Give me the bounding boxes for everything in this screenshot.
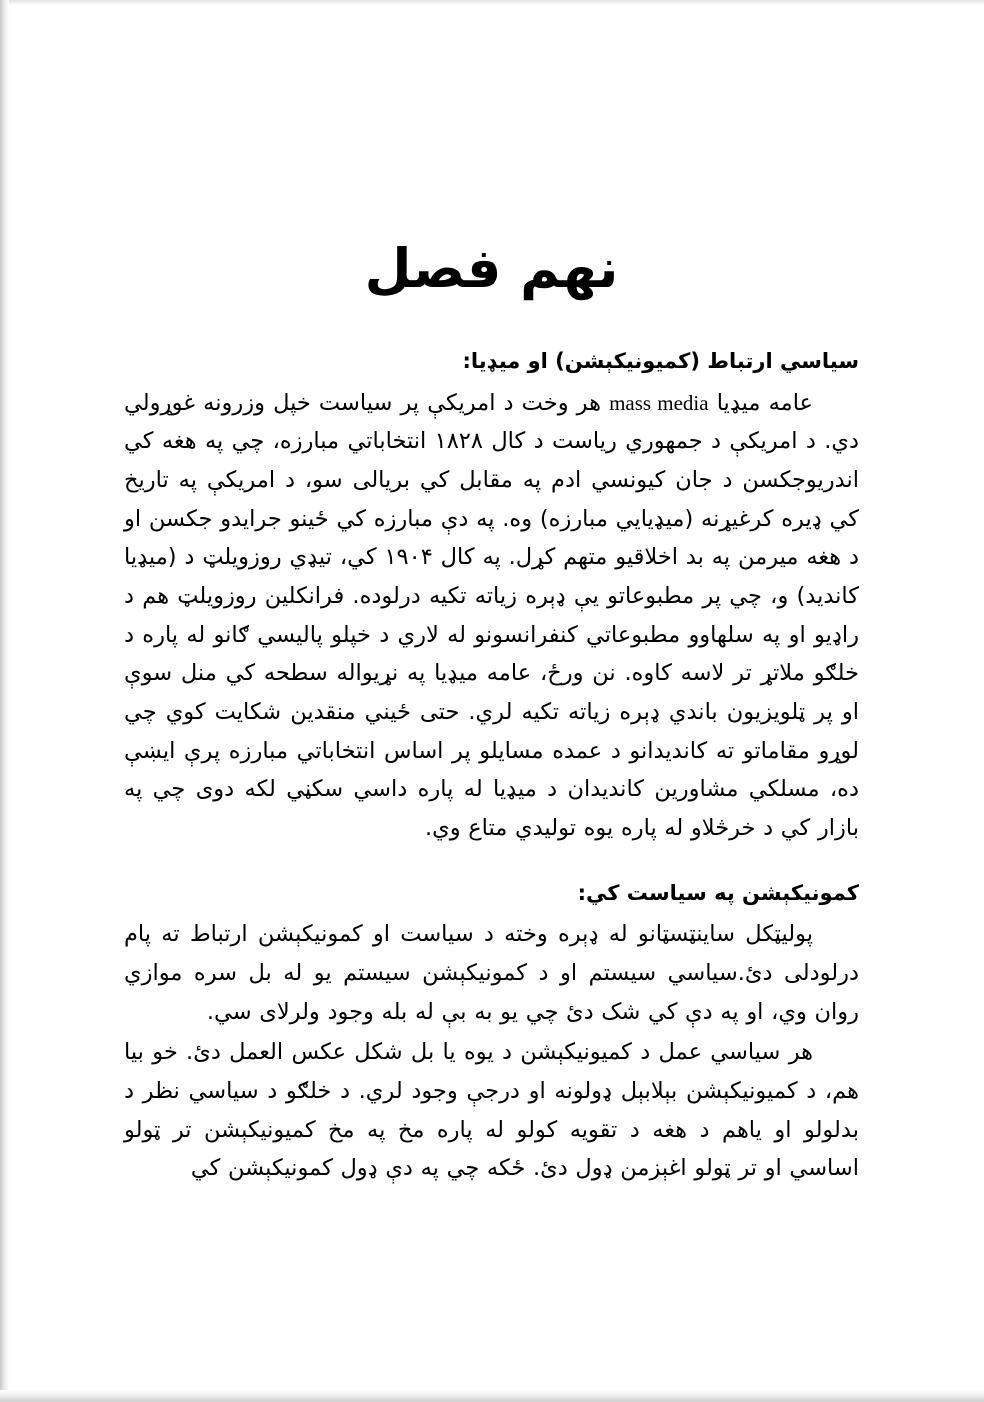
- paragraph-communication-politics-2: هر سیاسي عمل د کمیونیکېشن د یوه یا بل شکل عکس العمل دئ. خو بیا هم، د کمیونیکېشن بېلابېل ډولونه او درجې وجود لري. د خلګو د سیاسي نظر د بدلولو او یاهم د هغه د تقویه کولو له پاره مخ په مخ کمیونیکېشن تر ټولو اساسي او تر ټولو اغېزمن ډول دئ. ځکه چي په دې ډول کمونیکېشن کي: [124, 1039, 859, 1182]
- paragraph-communication-politics-1: پولیټکل ساینټسټانو له ډېره وخته د سیاست او کمونیکېشن ارتباط ته پام درلودلی دئ.سیاسي سیستم او د کمونیکېشن سیستم یو له بل سره موازي روان وي، او په دې کي شک دئ چي یو به بې له بله وجود ولرلای سي.: [124, 921, 859, 1025]
- chapter-title: نهم فصل: [364, 237, 619, 300]
- paragraph-political-communication-media: عامه میډیا mass media هر وخت د امریکې پر سیاست خپل وزرونه غوړولي دي. د امریکې د جمهوري ریاست د کال ۱۸۲۸ انتخاباتي مبارزه، چي په هغه کي اندریوجکسن د جان کیونسي ادم په مقابل کي بریالی سو، د امریکې په تاریخ کي ډیره کرغیړنه (میډیایي مبارزه) وه. په دې مبارزه کي ځینو جرایدو جکسن او د هغه میرمن په بد اخلاقیو متهم کړل. په کال ۱۹۰۴ کي، تیډي روزویلټ د (میډیا کاندید) و، چي پر مطبوعاتو یې ډېره زیاته تکیه درلوده. فرانکلین روزویلټ هم د راډیو او په سلهاوو مطبوعاتي کنفرانسونو له لاري د خپلو پالیسي ګانو له پاره د خلګو ملاتړ تر لاسه کاوه. نن ورځ، عامه میډیا په نړیواله سطحه کي منل سوې او پر ټلویزیون باندي ډېره زیاته تکیه لري. حتی ځیني منقدین شکایت کوي چي لوړو مقاماتو ته کاندیدانو د عمده مسایلو پر اساس انتخاباتي مبارزه پرې ایښې ده، مسلکي مشاورین کاندیدان د میډیا له پاره داسي سکڼي لکه دوی چي په بازار کي د خرڅلاو له پاره یوه تولیدي متاع وي.: [124, 389, 860, 842]
- scan-edge-bottom: [0, 1390, 984, 1402]
- section-heading-communication-in-politics: کمونیکېشن په سیاست کي:: [577, 880, 859, 905]
- latin-term: mass media: [609, 390, 709, 415]
- section-heading-political-communication: سیاسي ارتباط (کمیونیکېشن) او میډیا:: [462, 349, 859, 374]
- section-spacer: [124, 848, 859, 878]
